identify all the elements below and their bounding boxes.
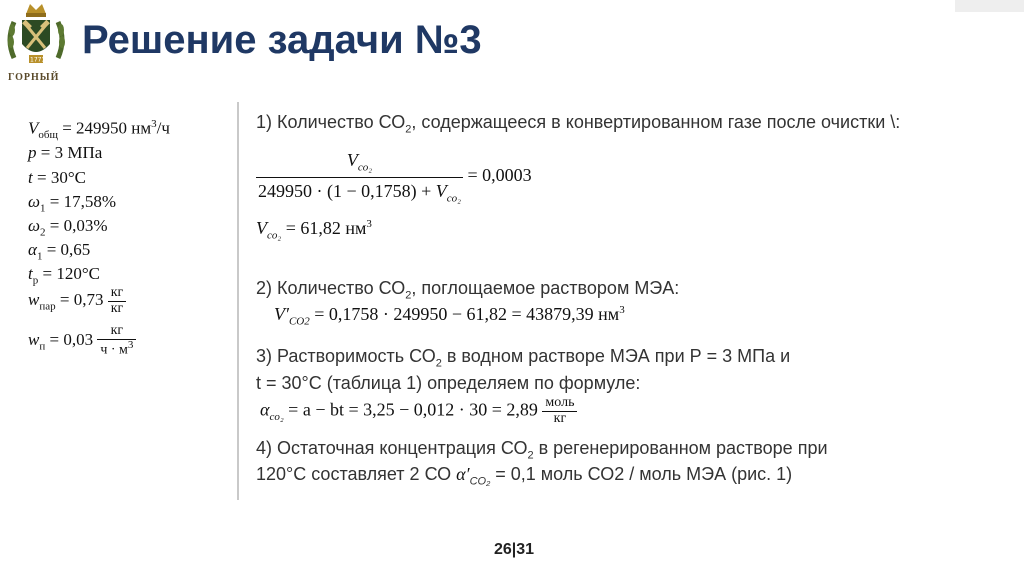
step-3-text-line-1: 3) Растворимость $СО_2$ в водном растворе МЭА при Р = 3 МПа и [256,346,791,370]
top-corner-bar [955,0,1024,12]
equation-1-result: $V_{co_2} = 61,82$ $нм^3$ [256,218,372,242]
logo-caption: ГОРНЫЙ [8,72,60,83]
given-w-steam: $w_{пар} = 0,73$ $\frac{кг}{кг}$ [28,286,126,316]
university-logo [2,0,72,90]
vertical-divider [237,102,239,500]
step-4-text-line-1: 4) Остаточная концентрация $СО_2$ в регенерированном растворе при [256,438,828,462]
page-total: 31 [516,541,535,558]
given-temperature: t = 30°С [28,168,86,187]
given-alpha-1: $\alpha_1 = 0,65$ [28,240,91,263]
step-1-text: 1) Количество $СО_2$, содержащееся в конвертированном газе после очистки \: [256,112,901,136]
step-4-text-line-2: 120°С составляет 2 СО $\alpha'_{CO_2} = 0,1$ моль СО2 / моль МЭА (рис. 1) [256,464,793,488]
given-v-total: $V_{общ} = 249950$ $нм^3/ч$ [28,118,170,142]
given-pressure: p = 3 МПа [28,143,103,162]
equation-3: $\alpha_{co_2} = a$ − bt = 3,25 − 0,012 · 30 = 2,89 $\frac{\text{моль}}{кг}$ [260,396,577,426]
page-title: Решение задачи №3 [82,18,482,62]
page-separator: | [511,541,517,558]
crest-icon [2,0,72,72]
equation-2: $V'_{CO2} = 0,1758 \cdot 249950 - 61,82 = 43879,39$ $нм^3$ [274,304,625,328]
given-omega-2: $\omega_2 = 0,03\%$ [28,216,108,239]
equation-1: $\frac{V_{co_2}}{249950 \cdot (1 - 0,1758) + V_{co_2}}$ = 0,0003 [258,150,532,205]
given-t-regeneration: $t_р = 120^\circ С$ [28,264,100,287]
given-omega-1: $\omega_1 = 17,58\%$ [28,192,117,215]
page-number [494,541,534,559]
step-2-text: 2) Количество $СО_2$, поглощаемое раствором МЭА: [256,278,680,302]
svg-text:1773: 1773 [30,56,46,64]
given-w-loss: $w_п = 0,03$ $\frac{кг}{ч \cdot м^3}$ [28,324,136,358]
page-current: 26 [494,541,512,558]
step-3-text-line-2: t = 30°С (таблица 1) определяем по формуле: [256,373,641,393]
